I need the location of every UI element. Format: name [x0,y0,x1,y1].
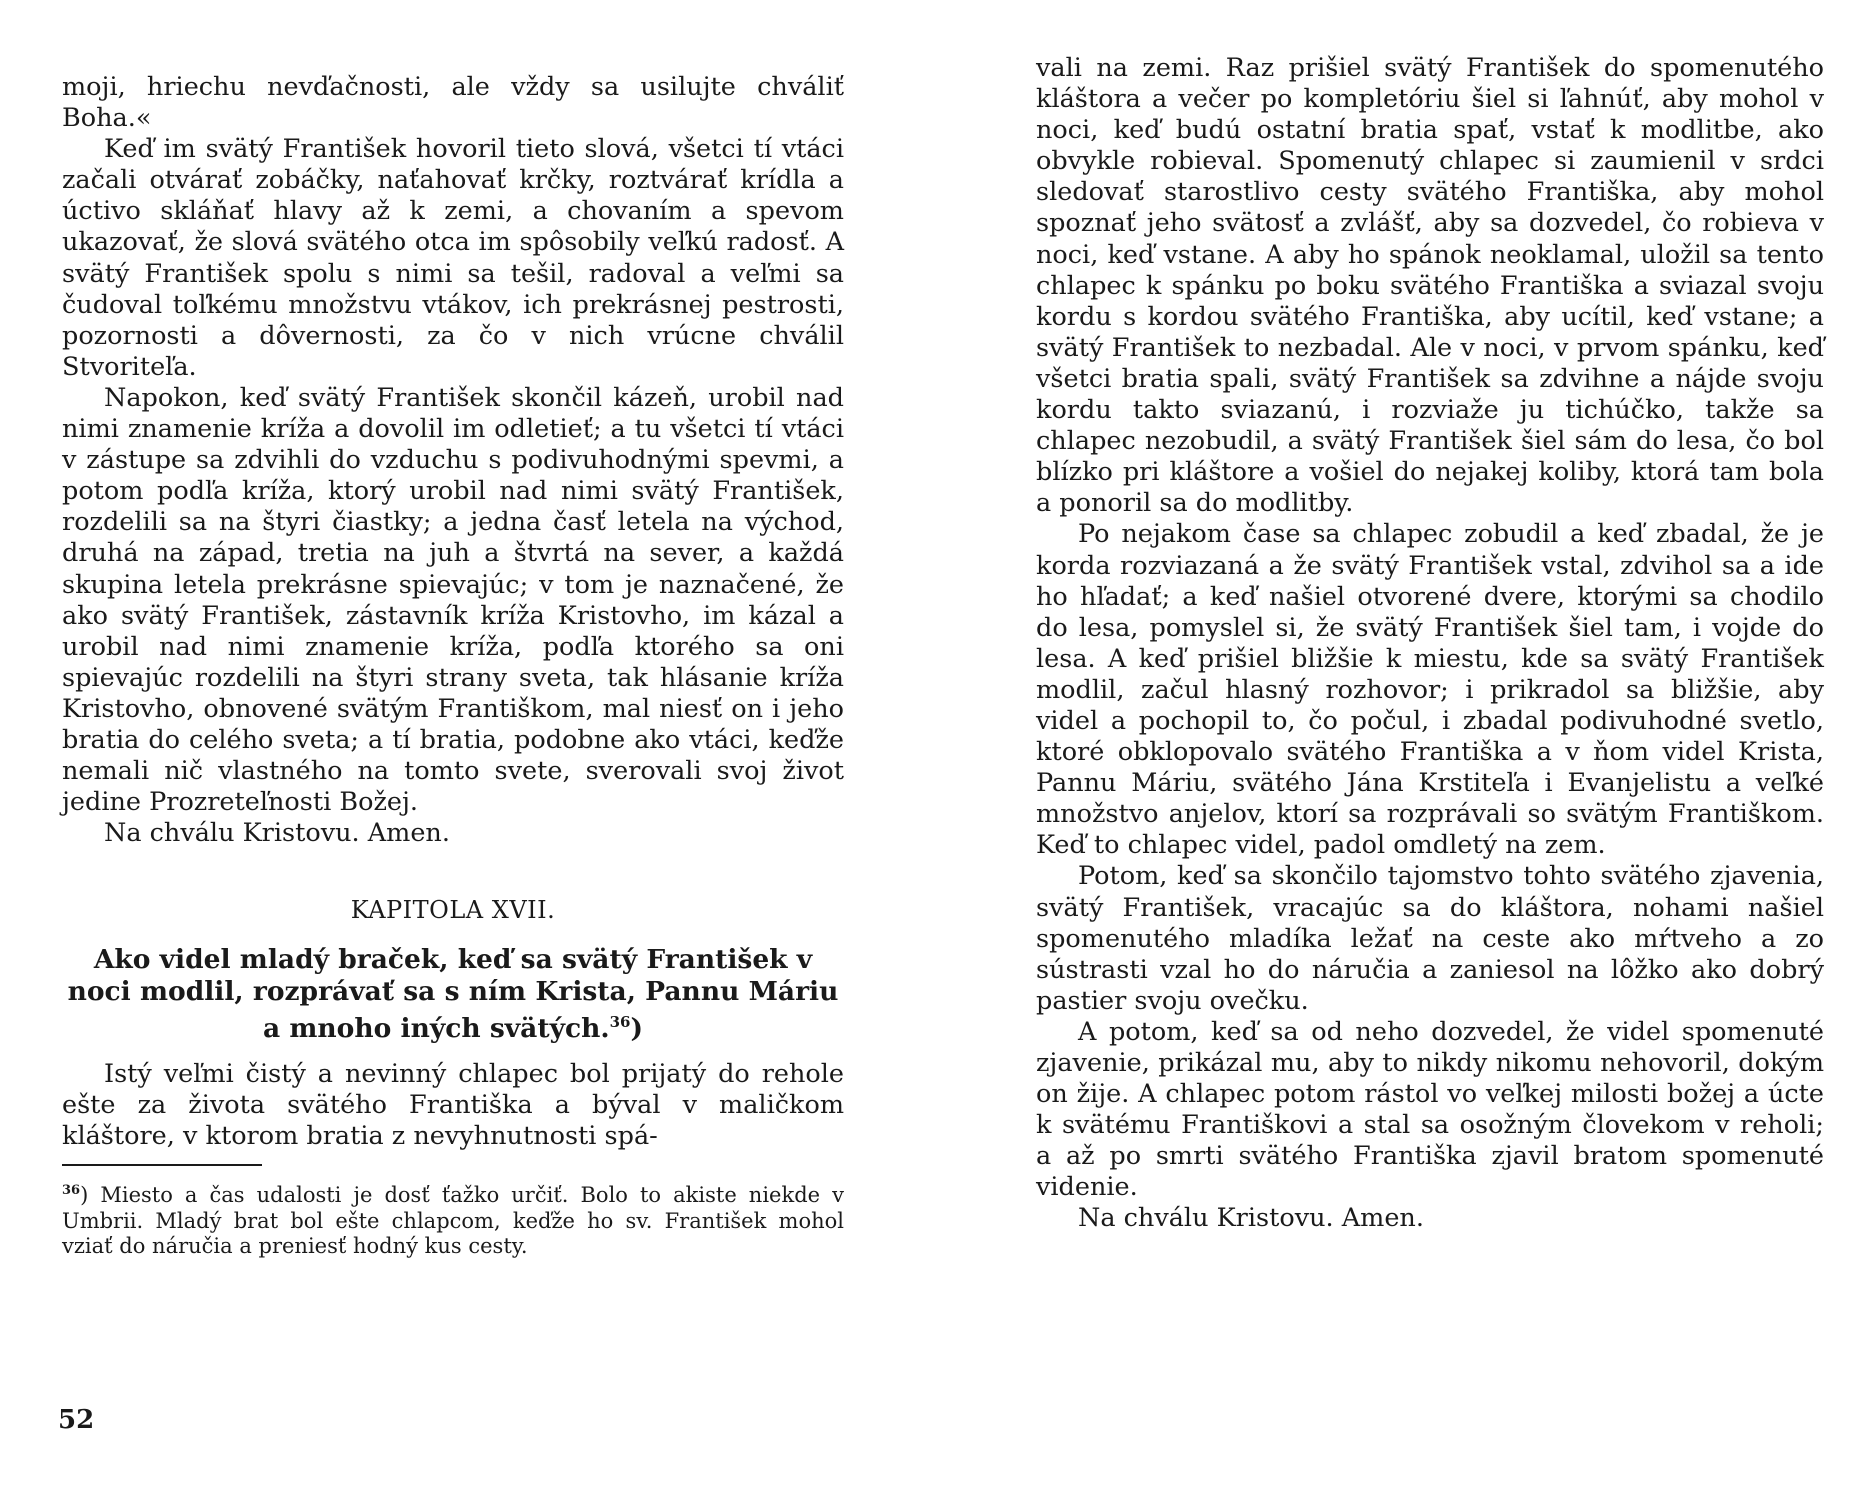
footnote-reference-paren: ) [630,1013,644,1045]
footnote-divider [62,1164,262,1166]
paragraph-3: Napokon, keď svätý František skončil kázeň, urobil nad nimi znamenie kríža a dovolil im odletieť; a tu všetci tí vtáci v zástupe sa zdvihli do vzduchu s podivuhodnými spevmi, a potom podľa kríža, ktorý urobil nad nimi svätý František, rozdelili sa na štyri čiastky; a jedna časť letela na východ, druhá na západ, tretia na juh a štvrtá na sever, a každá skupina letela prekrásne spievajúc; v tom je naznačené, že ako svätý František, zástavník kríža Kristovho, im kázal a urobil nad nimi znamenie kríža, podľa ktorého sa oni spievajúc rozdelili na štyri strany sveta, tak hlásanie kríža Kristovho, obnovené svätým Františkom, mal niesť on i jeho bratia do celého sveta; a tí bratia, podobne ako vtáci, keďže nemali nič vlastného na tomto svete, sverovali svoj život jedine Prozreteľnosti Božej. [62,382,844,818]
footnote [62,1178,844,1260]
chapter-title-text: Ako videl mladý braček, keď sa svätý František v noci modlil, rozprávať sa s ním Krista, Pannu Máriu a mnoho iných svätých. [67,944,839,1045]
left-text-column [62,72,844,1260]
footnote-mark: 36 [62,1183,81,1199]
paragraph-continued: vali na zemi. Raz prišiel svätý František do spomenutého kláštora a večer po kompletóriu šiel si ľahnúť, aby mohol v noci, keď budú ostatní bratia spať, vstať k modlitbe, ako obvykle robieval. Spomenutý chlapec si zaumienil v srdci sledovať starostlivo cesty svätého Františka, aby mohol spoznať jeho svätosť a zvlášť, aby sa dozvedel, čo robieva v noci, keď vstane. A aby ho spánok neoklamal, uložil sa tento chlapec k spánku po boku svätého Františka a sviazal svoju kordu s kordou svätého Františka, aby ucítil, keď vstane; a svätý František to nezbadal. Ale v noci, v prvom spánku, keď všetci bratia spali, svätý František sa zdvihne a nájde svoju kordu takto sviazanú, i rozviaže ju tichúčko, takže sa chlapec nezobudil, a svätý František šiel sám do lesa, čo bol blízko pri kláštore a vošiel do nejakej koliby, ktorá tam bola a ponoril sa do modlitby. [1036,53,1824,519]
chapter-heading: KAPITOLA XVII. [350,896,556,925]
right-page [931,0,1862,1500]
footnote-text: ) Miesto a čas udalosti je dosť ťažko určiť. Bolo to akiste niekde v Umbrii. Mladý brat bol ešte chlapcom, keďže ho sv. František mohol vziať do náručia a preniesť hodný kus cesty. [62,1183,844,1259]
closing-formula: Na chválu Kristovu. Amen. [1078,1203,1424,1234]
paragraph-2: Keď im svätý František hovoril tieto slová, všetci tí vtáci začali otvárať zobáčky, naťahovať krčky, roztvárať krídla a úctivo skláňať hlavy až k zemi, a chovaním a spevom ukazovať, že slová svätého otca im spôsobily veľkú radosť. A svätý František spolu s nimi sa tešil, radoval a veľmi sa čudoval toľkému množstvu vtákov, ich prekrásnej pestrosti, pozornosti a dôvernosti, za čo v nich vrúcne chválil Stvoriteľa. [62,134,844,382]
page-number: 52 [58,1405,95,1435]
footnote-reference: 36 [609,1013,631,1032]
paragraph-4: A potom, keď sa od neho dozvedel, že videl spomenuté zjavenie, prikázal mu, aby to nikdy nikomu nehovoril, dokým on žije. A chlapec potom rástol vo veľkej milosti božej a úcte k svätému Františkovi a stal sa osožným človekom v reholi; a až po smrti svätého Františka zjavil bratom spomenuté videnie. [1036,1016,1824,1203]
paragraph-1: moji, hriechu nevďačnosti, ale vždy sa usilujte chváliť Boha.« [62,72,844,134]
right-text-column [1036,53,1824,1235]
closing-formula: Na chválu Kristovu. Amen. [104,818,450,849]
chapter-title [62,944,844,1044]
paragraph-2: Po nejakom čase sa chlapec zobudil a keď zbadal, že je korda rozviazaná a že svätý František vstal, zdvihol sa a ide ho hľadať; a keď našiel otvorené dvere, ktorými sa chodilo do lesa, pomyslel si, že svätý František šiel tam, i vojde do lesa. A keď prišiel bližšie k miestu, kde sa svätý František modlil, začul hlasný rozhovor; i prikradol sa bližšie, aby videl a pochopil to, čo počul, i zbadal podivuhodné svetlo, ktoré obklopovalo svätého Františka a v ňom videl Krista, Pannu Máriu, svätého Jána Krstiteľa i Evanjelistu a veľké množstvo anjelov, ktorí sa rozprávali so svätým Františkom. Keď to chlapec videl, padol omdletý na zem. [1036,519,1824,861]
chapter-opening-paragraph: Istý veľmi čistý a nevinný chlapec bol prijatý do rehole ešte za života svätého Františka a býval v maličkom kláštore, v ktorom bratia z nevyhnutnosti spá- [62,1058,844,1151]
paragraph-3: Potom, keď sa skončilo tajomstvo tohto svätého zjavenia, svätý František, vracajúc sa do kláštora, nohami našiel spomenutého mladíka ležať na ceste ako mŕtveho a zo sústrasti vzal ho do náručia a zaniesol na lôžko ako dobrý pastier svoju ovečku. [1036,861,1824,1016]
